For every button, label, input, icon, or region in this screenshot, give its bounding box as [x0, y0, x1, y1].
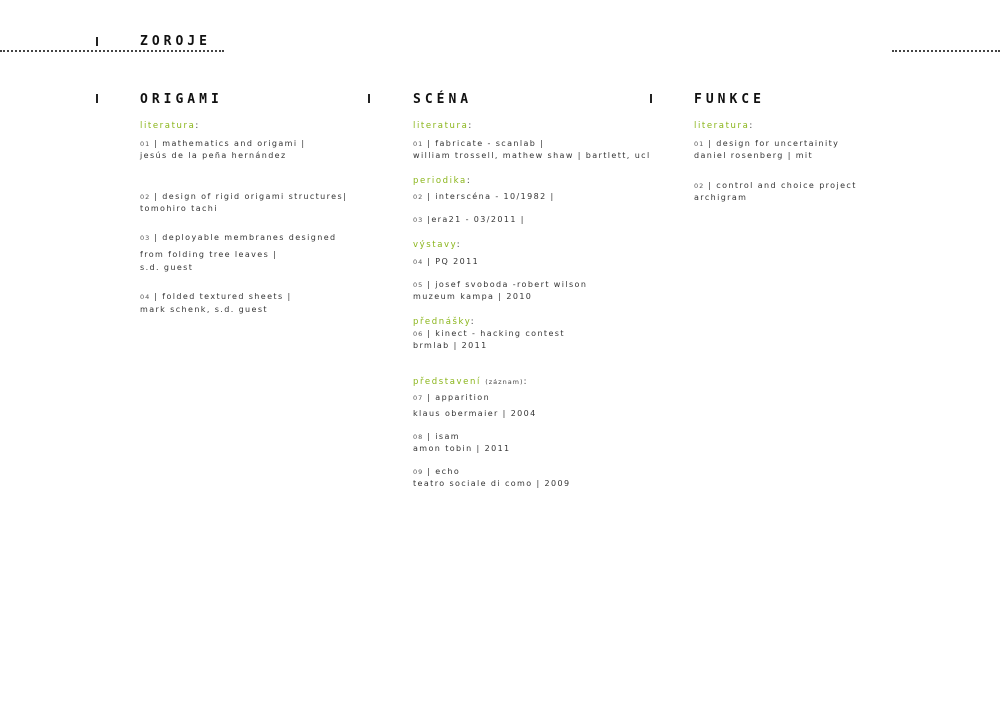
item-number: 09 [413, 468, 424, 476]
item-title: | isam [427, 432, 460, 441]
scena-item-03 [413, 216, 525, 224]
scena-marker [368, 94, 370, 103]
item-title: | deployable membranes designed [154, 233, 337, 242]
funkce-title: FUNKCE [694, 92, 765, 107]
scena-item-07-author: klaus obermaier | 2004 [413, 409, 537, 418]
item-number: 05 [413, 281, 424, 289]
funkce-item-01-author: daniel rosenberg | mit [694, 151, 814, 160]
item-title: | design of rigid origami structures| [154, 192, 348, 201]
origami-item-04-author: mark schenk, s.d. guest [140, 305, 268, 314]
scena-title: SCÉNA [413, 92, 473, 107]
item-number: 01 [413, 140, 424, 148]
item-title: | kinect - hacking contest [427, 329, 565, 338]
funkce-item-01 [694, 140, 839, 148]
origami-item-01-author: jesús de la peña hernández [140, 151, 287, 160]
item-title: | design for uncertainity [708, 139, 840, 148]
item-title: | josef svoboda -robert wilson [427, 280, 588, 289]
item-title: | control and choice project [708, 181, 857, 190]
origami-marker [96, 94, 98, 103]
scena-periodika-label: periodika: [413, 176, 472, 186]
scena-literatura-label: literatura: [413, 121, 473, 131]
item-title: | mathematics and origami | [154, 139, 306, 148]
item-number: 03 [413, 216, 424, 224]
dotted-rule-right [892, 50, 1000, 52]
page-title: ZOROJE [140, 34, 211, 49]
scena-item-04 [413, 258, 479, 266]
item-title: | interscéna - 10/1982 | [427, 192, 555, 201]
origami-item-01 [140, 140, 306, 148]
origami-item-02 [140, 193, 347, 201]
origami-title: ORIGAMI [140, 92, 223, 107]
funkce-literatura-label: literatura: [694, 121, 754, 131]
funkce-item-02-author: archigram [694, 193, 748, 202]
scena-item-09 [413, 468, 460, 476]
scena-item-06 [413, 330, 565, 338]
item-number: 02 [140, 193, 151, 201]
scena-prednasky-label: přednášky: [413, 317, 476, 327]
scena-item-08-author: amon tobin | 2011 [413, 444, 511, 453]
section-marker [96, 37, 98, 46]
scena-item-01 [413, 140, 544, 148]
scena-item-09-author: teatro sociale di como | 2009 [413, 479, 571, 488]
item-number: 02 [413, 193, 424, 201]
scena-item-05 [413, 281, 587, 289]
funkce-marker [650, 94, 652, 103]
scena-item-02 [413, 193, 555, 201]
scena-item-08 [413, 433, 460, 441]
origami-item-04 [140, 293, 292, 301]
item-title: | folded textured sheets | [154, 292, 292, 301]
origami-item-02-author: tomohiro tachi [140, 204, 218, 213]
item-number: 04 [413, 258, 424, 266]
item-number: 07 [413, 394, 424, 402]
item-title: | fabricate - scanlab | [427, 139, 545, 148]
item-title: | echo [427, 467, 461, 476]
dotted-rule-left [0, 50, 224, 52]
item-number: 08 [413, 433, 424, 441]
origami-item-03-line2: from folding tree leaves | [140, 250, 278, 259]
scena-predstaveni-label: představení (záznam): [413, 377, 529, 387]
item-title: | PQ 2011 [427, 257, 480, 266]
scena-item-06-author: brmlab | 2011 [413, 341, 488, 350]
funkce-item-02 [694, 182, 857, 190]
item-number: 02 [694, 182, 705, 190]
origami-item-03 [140, 234, 337, 242]
item-number: 01 [140, 140, 151, 148]
scena-item-01-author: william trossell, mathew shaw | bartlett, ucl [413, 151, 651, 160]
item-number: 03 [140, 234, 151, 242]
predstaveni-note: (záznam) [485, 378, 524, 386]
item-number: 06 [413, 330, 424, 338]
scena-item-05-author: muzeum kampa | 2010 [413, 292, 533, 301]
scena-vystavy-label: výstavy: [413, 240, 462, 250]
item-title: |era21 - 03/2011 | [427, 215, 525, 224]
item-title: | apparition [427, 393, 491, 402]
item-number: 01 [694, 140, 705, 148]
item-number: 04 [140, 293, 151, 301]
origami-item-03-author: s.d. guest [140, 263, 194, 272]
origami-literatura-label: literatura: [140, 121, 200, 131]
scena-item-07 [413, 394, 490, 402]
